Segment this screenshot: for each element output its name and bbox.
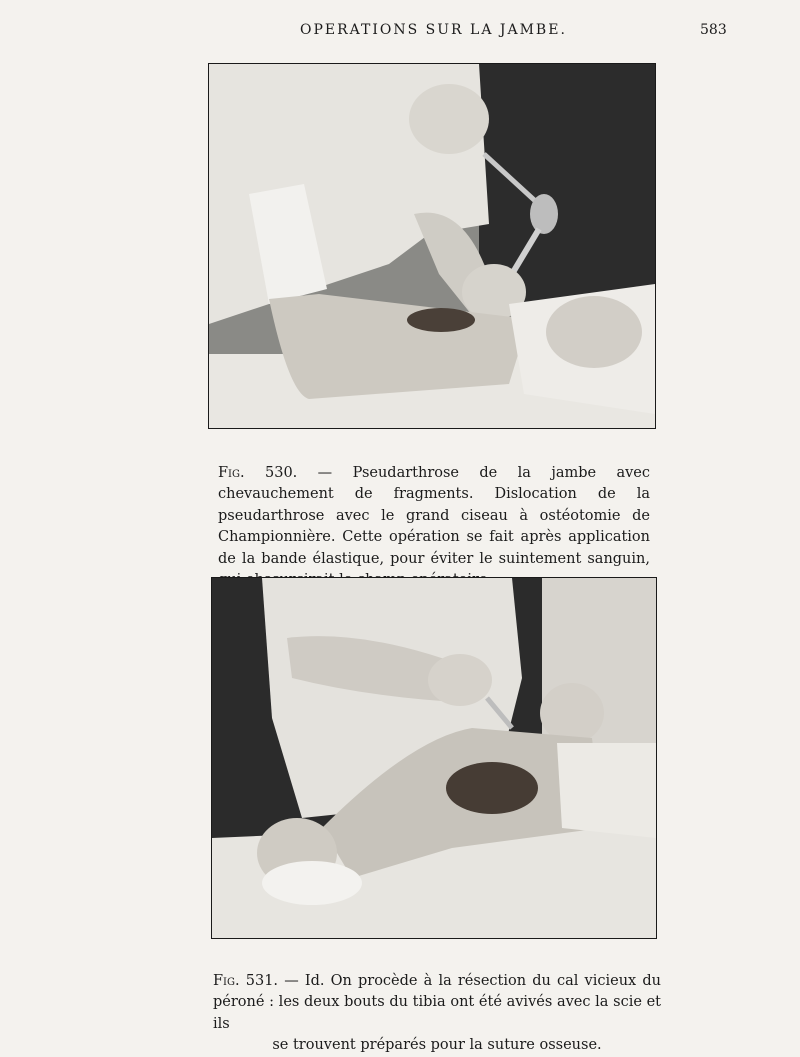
caption-last-line: se trouvent préparés pour la suture osseuse. xyxy=(272,1037,602,1053)
figure-label: Fig. 530. xyxy=(218,464,298,481)
figure-530-photo xyxy=(208,63,656,429)
figure-label: Fig. 531. xyxy=(213,972,279,989)
figure-531-photo xyxy=(211,577,657,939)
caption-text: — Id. On procède à la résection du cal vicieux du péroné : les deux bouts du tibia ont été avivés avec la scie et ils xyxy=(213,972,661,1032)
figure-530-caption xyxy=(218,463,650,592)
caption-text: — Pseudarthrose de la jambe avec chevauchement de fragments. Dislocation de la pseudarthrose avec le grand ciseau à ostéotomie de Championnière. Cette opération se fait après application de la bande élastique, pour éviter le suintement sanguin, xyxy=(218,464,650,567)
figure-531-caption xyxy=(213,971,661,1057)
page-number: 583 xyxy=(700,22,727,38)
page-header xyxy=(0,20,800,44)
running-title: OPERATIONS SUR LA JAMBE. xyxy=(300,22,567,38)
